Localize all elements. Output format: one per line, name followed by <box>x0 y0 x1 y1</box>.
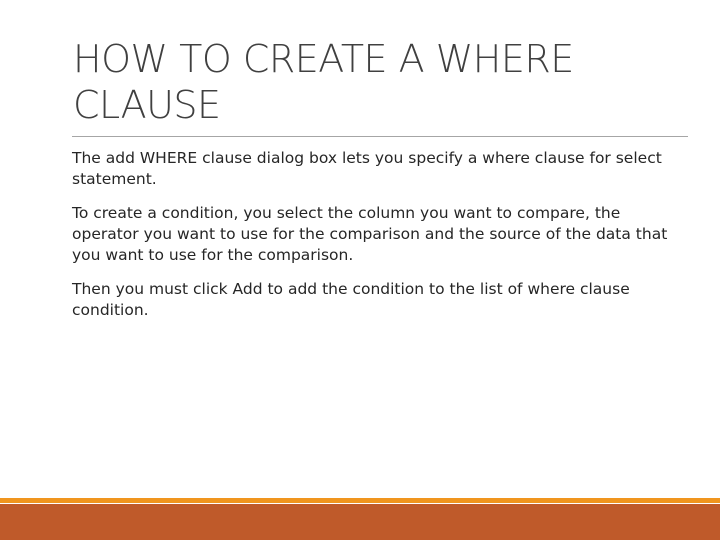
slide-body <box>72 148 682 334</box>
footer-accent-bar <box>0 504 720 540</box>
paragraph-add-condition: Then you must click Add to add the condition to the list of where clause condition. <box>72 280 630 319</box>
paragraph-intro: The add WHERE clause dialog box lets you specify a where clause for select statement. <box>72 149 662 188</box>
paragraph-create-condition: To create a condition, you select the column you want to compare, the operator you want to use for the comparison and the source of the data that you want to use for the comparison. <box>72 204 668 264</box>
footer-accent-line <box>0 498 720 503</box>
slide-title: HOW TO CREATE A WHERE CLAUSE <box>73 37 574 127</box>
title-divider <box>72 136 688 137</box>
